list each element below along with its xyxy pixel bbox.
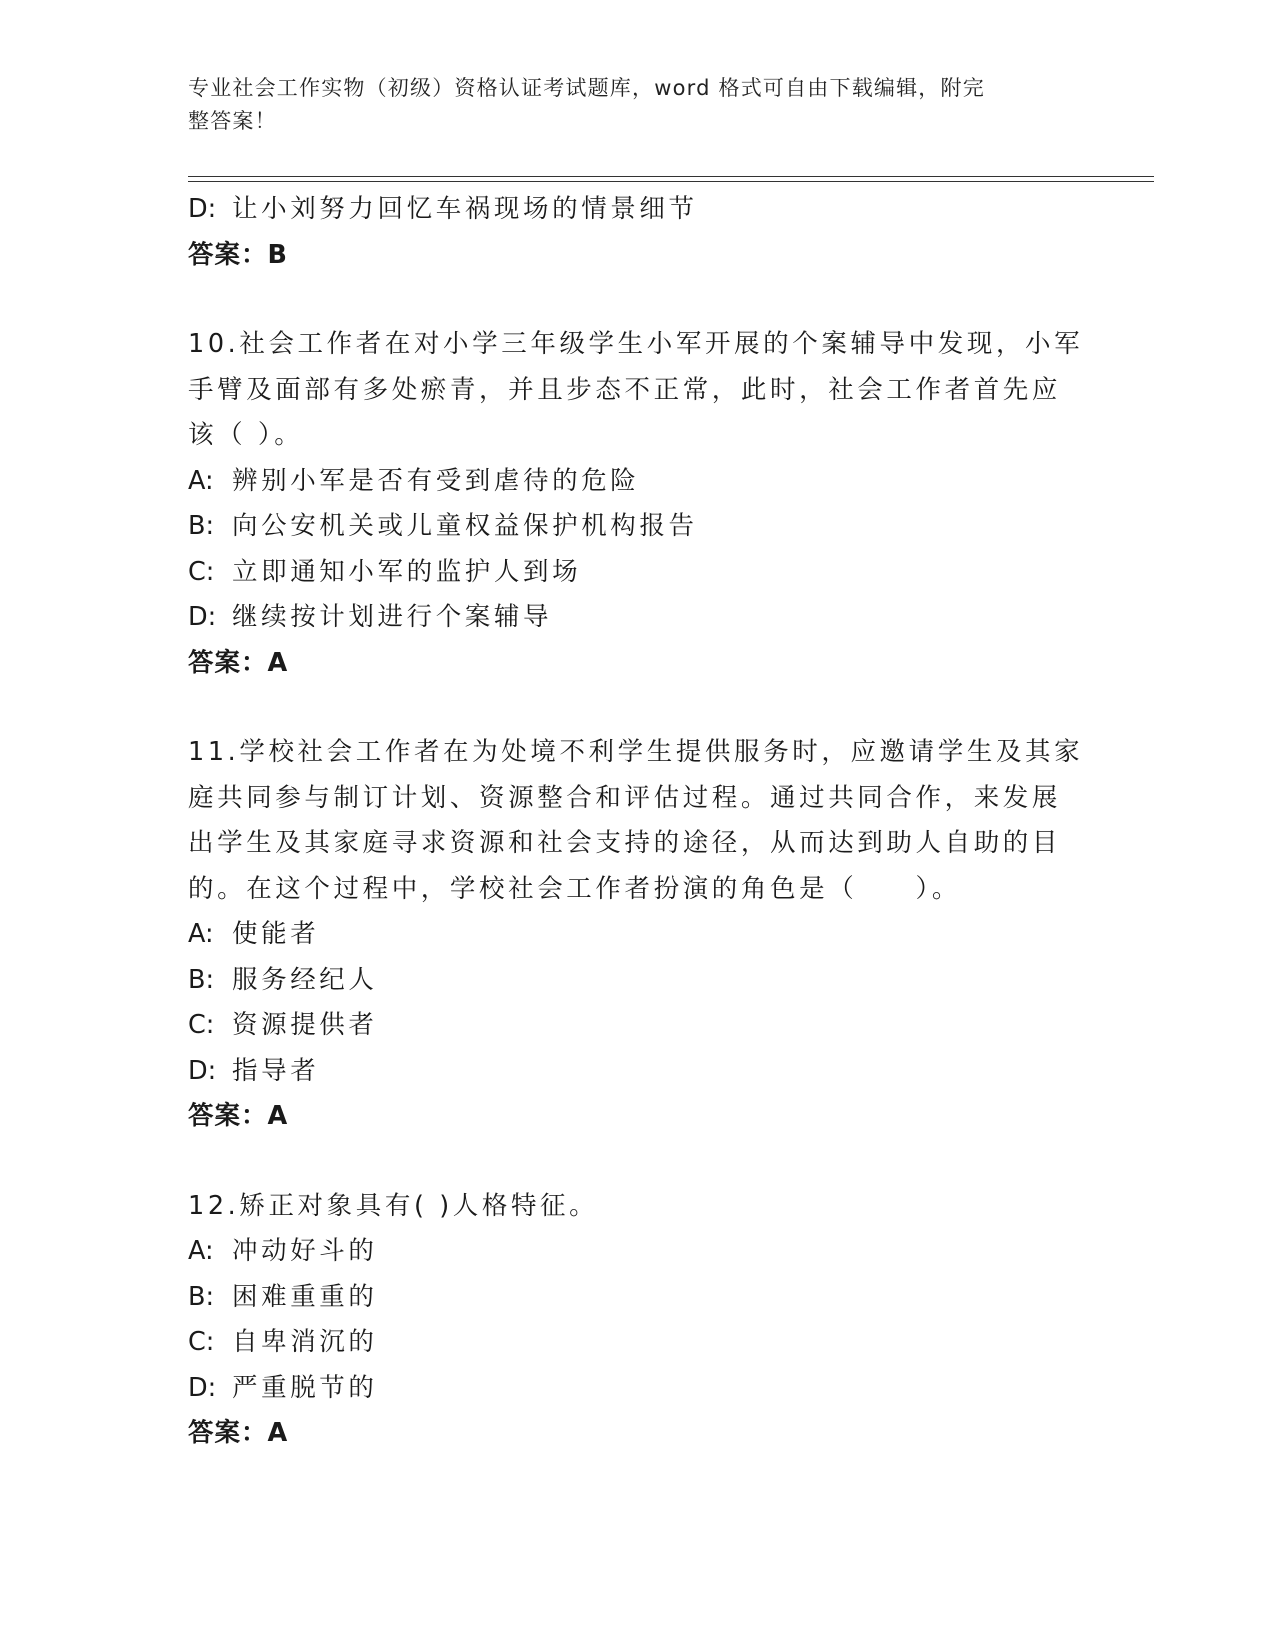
question-stem-line: 11.学校社会工作者在为处境不利学生提供服务时，应邀请学生及其家 <box>188 737 1084 767</box>
question-stem-line: 出学生及其家庭寻求资源和社会支持的途径，从而达到助人自助的目 <box>188 828 1062 858</box>
option-key: D: <box>188 1372 217 1403</box>
option-c <box>188 550 1088 596</box>
question-stem-line: 的。在这个过程中，学校社会工作者扮演的角色是（ ）。 <box>188 873 961 904</box>
option-key: D: <box>188 1055 217 1086</box>
option-key: C: <box>188 556 215 587</box>
spacer <box>188 1140 1088 1184</box>
question-11 <box>188 730 1088 1140</box>
option-key: A: <box>188 919 214 949</box>
option-key: B: <box>188 511 215 541</box>
question-stem-line: 庭共同参与制订计划、资源整合和评估过程。通过共同合作，来发展 <box>188 782 1062 813</box>
answer-line: 答案：A <box>188 647 289 678</box>
option-c <box>188 1320 1088 1366</box>
option-d <box>188 1366 1088 1412</box>
header-line-2: 整答案！ <box>188 109 277 133</box>
option-a <box>188 912 1088 958</box>
option-b <box>188 504 1088 550</box>
option-text: 严重脱节的 <box>232 1372 378 1403</box>
option-d <box>188 1049 1088 1095</box>
option-c <box>188 1003 1088 1049</box>
question-content <box>188 187 1088 1457</box>
option-key: B: <box>188 1281 215 1312</box>
option-a <box>188 459 1088 505</box>
option-text: 指导者 <box>232 1055 320 1086</box>
spacer <box>188 686 1088 730</box>
answer-line: 答案：A <box>188 1418 289 1448</box>
option-text: 冲动好斗的 <box>232 1236 378 1266</box>
option-key: C: <box>188 1010 215 1040</box>
option-text: 立即通知小军的监护人到场 <box>232 556 582 587</box>
option-key: A: <box>188 465 214 496</box>
option-key: D: <box>188 602 217 632</box>
option-text: 资源提供者 <box>232 1010 378 1040</box>
option-text: 辨别小军是否有受到虐待的危险 <box>232 465 640 496</box>
option-text: 困难重重的 <box>232 1281 378 1312</box>
option-b <box>188 958 1088 1004</box>
option-b <box>188 1275 1088 1321</box>
question-stem-line: 手臂及面部有多处瘀青，并且步态不正常，此时，社会工作者首先应 <box>188 374 1062 405</box>
option-key: D: <box>188 194 217 224</box>
option-text: 使能者 <box>232 919 320 949</box>
option-d <box>188 187 1088 233</box>
question-stem-line: 12.矫正对象具有( )人格特征。 <box>188 1190 599 1221</box>
question-10 <box>188 322 1088 686</box>
option-text: 向公安机关或儿童权益保护机构报告 <box>232 511 698 541</box>
header-rule-bottom <box>188 181 1154 182</box>
answer-line: 答案：A <box>188 1101 289 1131</box>
page-header <box>188 72 1068 138</box>
question-stem-line: 10.社会工作者在对小学三年级学生小军开展的个案辅导中发现，小军 <box>188 329 1084 359</box>
option-text: 服务经纪人 <box>232 964 378 995</box>
answer-line: 答案：B <box>188 239 288 270</box>
option-text: 自卑消沉的 <box>232 1327 378 1357</box>
question-12 <box>188 1184 1088 1457</box>
option-d <box>188 595 1088 641</box>
header-rule-top <box>188 176 1154 177</box>
option-a <box>188 1229 1088 1275</box>
spacer <box>188 278 1088 322</box>
option-key: A: <box>188 1236 214 1266</box>
option-key: B: <box>188 964 215 995</box>
option-text: 让小刘努力回忆车祸现场的情景细节 <box>232 194 698 224</box>
option-key: C: <box>188 1327 215 1357</box>
header-line-1: 专业社会工作实物（初级）资格认证考试题库，word 格式可自由下载编辑，附完 <box>188 76 985 100</box>
option-text: 继续按计划进行个案辅导 <box>232 602 553 632</box>
question-stem-line: 该（ ）。 <box>188 420 304 450</box>
